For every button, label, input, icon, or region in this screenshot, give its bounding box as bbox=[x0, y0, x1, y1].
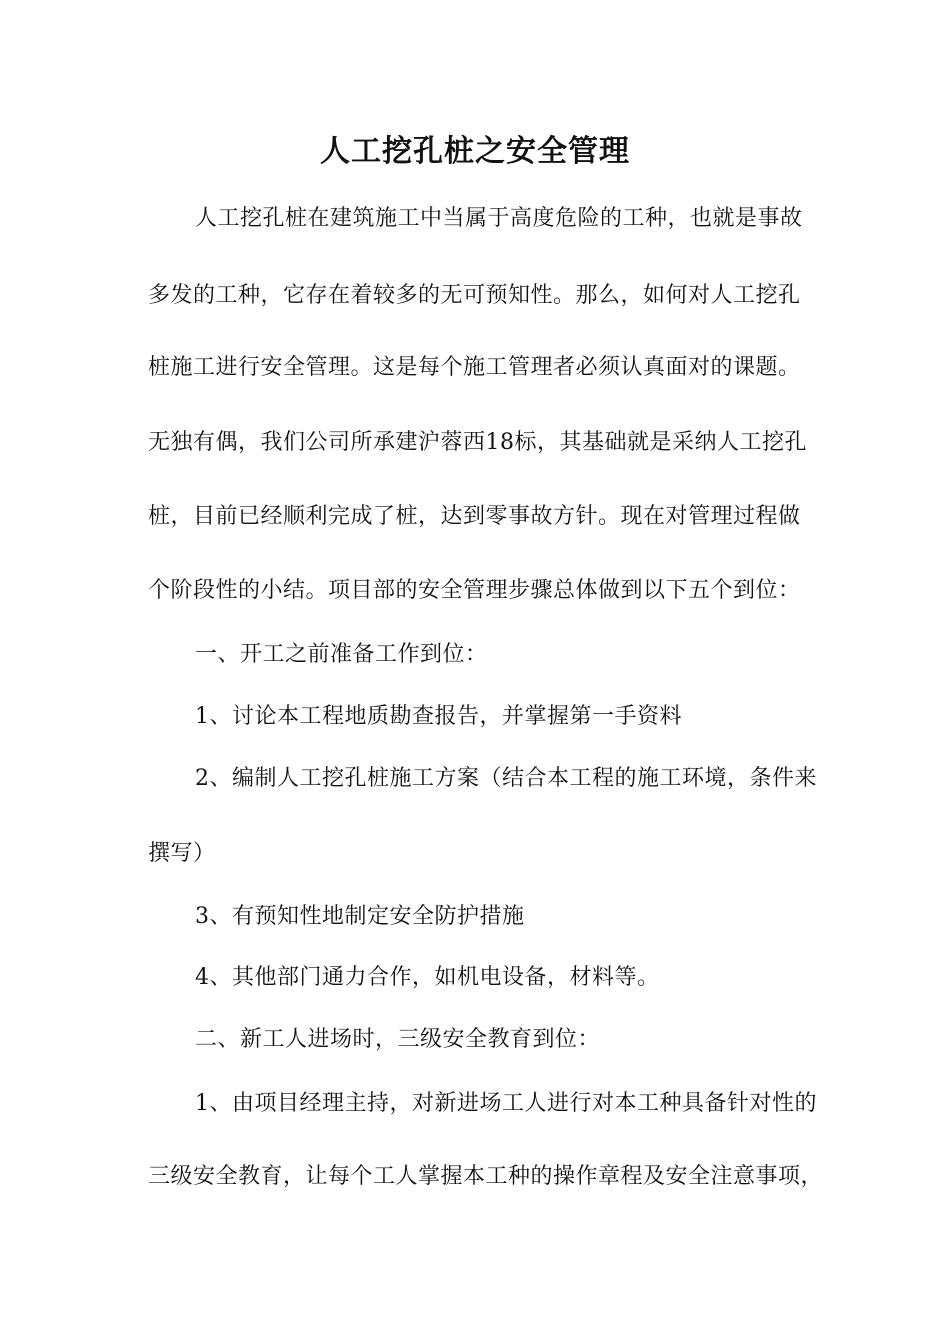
section-heading: 一、开工之前准备工作到位： bbox=[195, 642, 488, 667]
paragraph-line: 桩，目前已经顺利完成了桩，达到零事故方针。现在对管理过程做 bbox=[148, 504, 801, 529]
document-title: 人工挖孔桩之安全管理 bbox=[320, 134, 630, 169]
paragraph-line: 多发的工种，它存在着较多的无可预知性。那么，如何对人工挖孔 bbox=[148, 283, 801, 308]
paragraph-line: 个阶段性的小结。项目部的安全管理步骤总体做到以下五个到位： bbox=[148, 578, 801, 603]
list-item: 1、由项目经理主持，对新进场工人进行对本工种具备针对性的 bbox=[195, 1091, 817, 1116]
paragraph-line: 无独有偶，我们公司所承建沪蓉西18标，其基础就是采纳人工挖孔 bbox=[148, 430, 807, 455]
list-item: 3、有预知性地制定安全防护措施 bbox=[195, 904, 525, 929]
section-heading: 二、新工人进场时，三级安全教育到位： bbox=[195, 1027, 601, 1052]
list-item: 2、编制人工挖孔桩施工方案（结合本工程的施工环境，条件来 bbox=[195, 766, 817, 791]
list-item-continuation: 三级安全教育，让每个工人掌握本工种的操作章程及安全注意事项， bbox=[148, 1164, 824, 1189]
list-item: 4、其他部门通力合作，如机电设备，材料等。 bbox=[195, 965, 660, 990]
paragraph-line: 人工挖孔桩在建筑施工中当属于高度危险的工种，也就是事故 bbox=[195, 206, 803, 231]
paragraph-line: 桩施工进行安全管理。这是每个施工管理者必须认真面对的课题。 bbox=[148, 355, 801, 380]
list-item-continuation: 撰写） bbox=[148, 841, 216, 866]
list-item: 1、讨论本工程地质勘查报告，并掌握第一手资料 bbox=[195, 704, 682, 729]
